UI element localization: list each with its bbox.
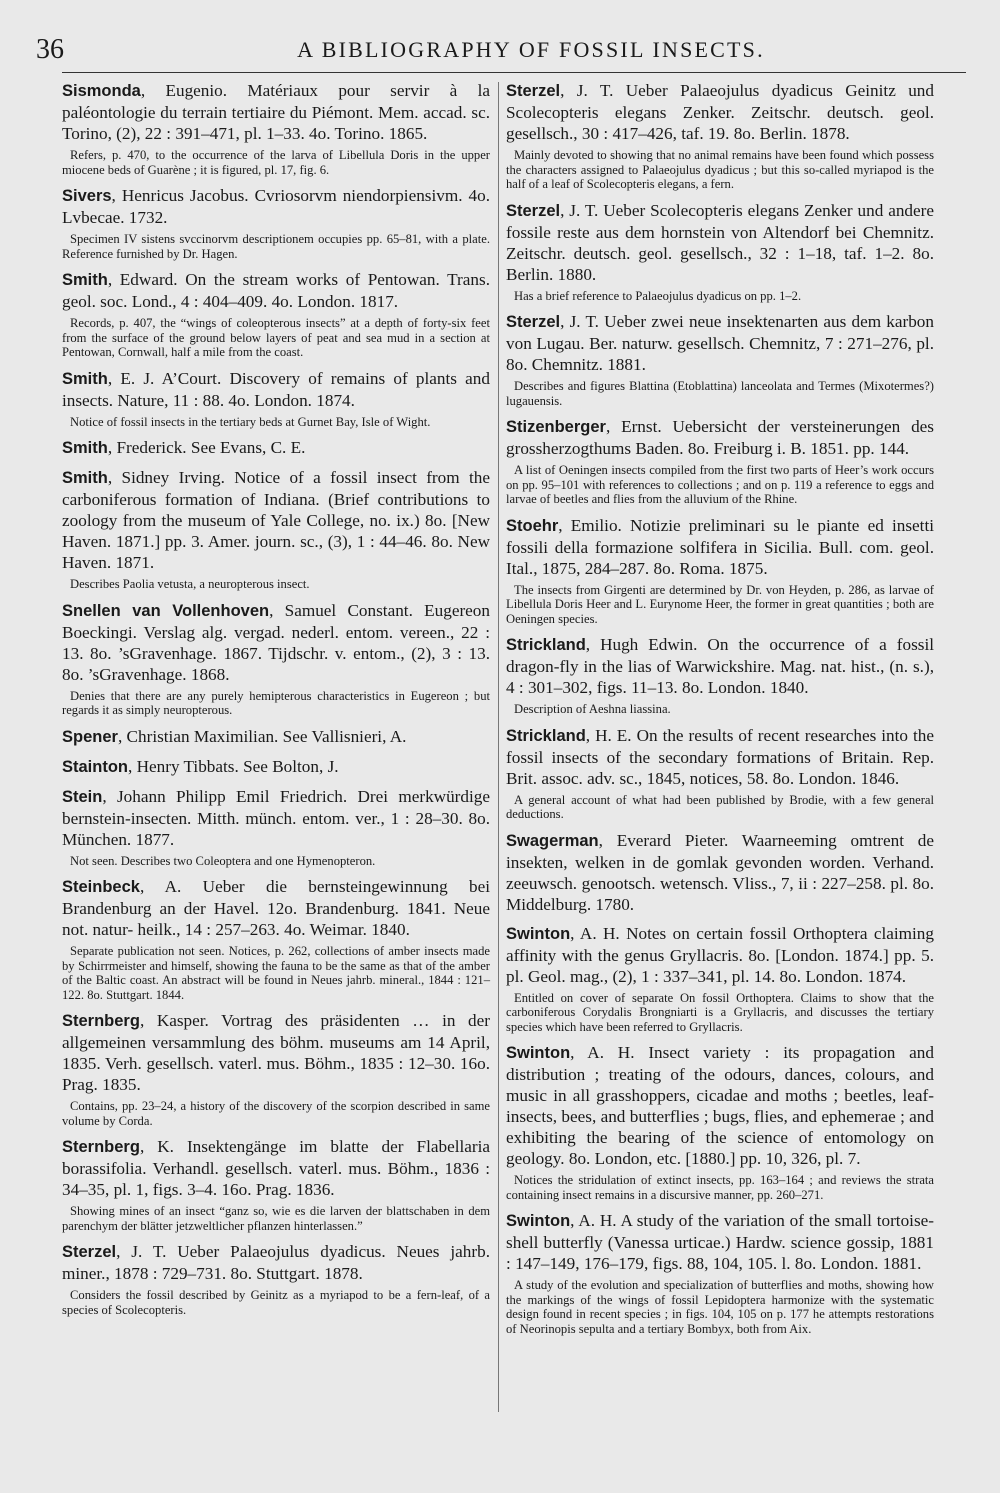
entry-annotation: Denies that there are any purely hemipterous characteristics in Eugereon ; but regards it as simply neuropterous.	[62, 688, 490, 717]
entry-citation	[62, 726, 490, 748]
entry-annotation: Refers, p. 470, to the occurrence of the larva of Libellula Doris in the upper miocene beds of Guarène ; it is figured, pl. 17, fig. 6.	[62, 148, 490, 177]
entry-citation	[506, 1042, 934, 1169]
entry-reference: , Henricus Jacobus. Cvriosorvm niendorpiensivm. 4o. Lvbecae. 1732.	[62, 186, 490, 227]
bibliography-entry	[62, 437, 490, 459]
entry-author: Sterzel	[62, 1243, 117, 1261]
entry-author: Steinbeck	[62, 878, 140, 896]
bibliography-entry	[506, 311, 934, 408]
entry-author: Sismonda	[62, 82, 141, 100]
entry-reference: , K. Insektengänge im blatte der Flabellaria borassifolia. Verhandl. gesellsch. vaterl. mus. Böhm., 1836 : 34–35, pl. 1, figs. 3–4. 16o. Prag. 1836.	[62, 1137, 490, 1199]
bibliography-entry	[506, 634, 934, 717]
entry-citation	[506, 634, 934, 698]
two-column-body	[62, 80, 970, 1473]
entry-reference: , Eugenio. Matériaux pour servir à la paléontologie du terrain tertiaire du Piémont. Mem. accad. sc. Torino, (2), 22 : 391–471, pl. 1–33. 4o. Torino. 1865.	[62, 81, 490, 143]
entry-annotation: Separate publication not seen. Notices, p. 262, collections of amber insects made by Schirrmeister and himself, showing the fauna to be the same as that of the amber of the Baltic coast. An abstract will be found in Neues jahrb. mineral., 1844 : 121–122. 8o. Stuttgart. 1844.	[62, 944, 490, 1002]
bibliography-entry	[506, 923, 934, 1035]
entry-citation	[506, 830, 934, 915]
entry-citation	[62, 786, 490, 850]
entry-author: Stein	[62, 787, 103, 806]
entry-reference: , Frederick. See Evans, C. E.	[107, 438, 306, 457]
entry-citation	[506, 725, 934, 789]
entry-citation	[62, 600, 490, 685]
entry-author: Swagerman	[506, 831, 599, 850]
entry-reference: , Edward. On the stream works of Pentowan. Trans. geol. soc. Lond., 4 : 404–409. 4o. London. 1817.	[62, 270, 490, 311]
running-header	[36, 34, 966, 74]
bibliography-entry	[62, 1136, 490, 1233]
right-column	[506, 80, 934, 1344]
entry-citation	[506, 200, 934, 285]
entry-author: Swinton	[506, 1044, 571, 1062]
entry-author: Sternberg	[62, 1012, 140, 1030]
entry-annotation: Specimen IV sistens svccinorvm descriptionem occupies pp. 65–81, with a plate. Reference furnished by Dr. Hagen.	[62, 232, 490, 261]
entry-annotation: Describes Paolia vetusta, a neuropterous insect.	[70, 577, 310, 591]
entry-reference: , J. T. Ueber zwei neue insektenarten aus dem karbon von Lugau. Ber. naturw. gesellsch. Chemnitz, 7 : 271–276, pl. 8o. Chemnitz. 1881.	[506, 312, 934, 374]
entry-citation	[506, 1210, 934, 1274]
entry-author: Strickland	[506, 726, 586, 745]
entry-citation	[506, 80, 934, 144]
entry-citation	[506, 416, 934, 459]
entry-author: Smith	[62, 369, 108, 388]
bibliography-entry	[62, 1010, 490, 1128]
bibliography-entry	[506, 1042, 934, 1202]
entry-author: Swinton	[506, 924, 571, 943]
entry-citation	[62, 185, 490, 228]
entry-annotation: A list of Oeningen insects compiled from the first two parts of Heer’s work occurs on pp. 95–101 with references to collections ; and on p. 119 a reference to eggs and larvae of beetles and flies from the alluvium of the Rhine.	[506, 463, 934, 506]
entry-author: Snellen van Vollenhoven	[62, 601, 270, 620]
entry-reference: , Kasper. Vortrag des präsidenten … in der allgemeinen versammlung des böhm. museums am 14 April, 1835. Verh. gesellsch. vaterl. mus. Böhm., 1835 : 12–30. 16o. Prag. 1835.	[62, 1011, 490, 1094]
entry-annotation: A study of the evolution and specialization of butterflies and moths, showing how the markings of the wings of fossil Lepidoptera harmonize with the systematic design found in recent species ; in figs. 104, 105 on p. 177 he attempts restorations of Neorinopis sepulta and a tertiary Bombyx, both from Aix.	[506, 1278, 934, 1336]
entry-reference: , A. H. Notes on certain fossil Orthoptera claiming affinity with the genus Gryllacris. 8o. [London. 1874.] pp. 5. pl. Geol. mag., (2), 1 : 337–341, pl. 14. 8o. London. 1874.	[506, 923, 934, 986]
entry-annotation: The insects from Girgenti are determined by Dr. von Heyden, p. 286, as larvae of Libellula Doris Heer and L. Eurynome Heer, the former in great quantities ; both are Oeningen species.	[506, 582, 934, 626]
entry-author: Swinton	[506, 1212, 571, 1230]
entry-citation	[506, 311, 934, 375]
entry-annotation: Notices the stridulation of extinct insects, pp. 163–164 ; and reviews the strata containing insect remains in a discursive manner, pp. 260–271.	[506, 1173, 934, 1202]
bibliography-entry	[506, 515, 934, 627]
entry-citation	[62, 1241, 490, 1284]
entry-citation	[62, 368, 490, 411]
entry-author: Stizenberger	[506, 418, 606, 436]
entry-reference: , Henry Tibbats. See Bolton, J.	[128, 756, 339, 776]
entry-reference: , Ernst. Uebersicht der versteinerungen des grossherzogthums Baden. 8o. Freiburg i. B. 1851. pp. 144.	[506, 417, 934, 458]
entry-annotation: Considers the fossil described by Geinitz as a myriapod to be a fern-leaf, of a species of Scolecopteris.	[62, 1288, 490, 1317]
entry-citation	[506, 923, 934, 987]
bibliography-entry	[506, 80, 934, 192]
entry-reference: , Everard Pieter. Waarneeming omtrent de insekten, welken in de gomlak gevonden worden. Verhand. zeeuwsch. genootsch. wetensch. Vliss., 7, ii : 227–258. pl. 8o. Middelburg. 1780.	[506, 830, 934, 914]
left-column	[62, 80, 490, 1325]
entry-annotation: Mainly devoted to showing that no animal remains have been found which possess the characters assigned to Palaeojulus dyadicus ; but this so-called myriapod is the half of a leaf of Scolecopteris elegans, a fern.	[506, 148, 934, 191]
entry-citation	[62, 437, 490, 459]
entry-annotation: Notice of fossil insects in the tertiary beds at Gurnet Bay, Isle of Wight.	[70, 414, 431, 429]
entry-author: Smith	[62, 271, 108, 289]
entry-reference: , Christian Maximilian. See Vallisnieri, A.	[117, 726, 407, 746]
entry-annotation: Not seen. Describes two Coleoptera and one Hymenopteron.	[70, 853, 376, 868]
entry-author: Smith	[62, 469, 108, 487]
bibliography-entry	[62, 1241, 490, 1317]
entry-author: Sternberg	[62, 1138, 140, 1156]
entry-annotation: Records, p. 407, the “wings of coleopterous insects” at a depth of forty-six feet from the surface of the ground below layers of peat and sea mud in a section at Pentowan, Cornwall, half a mile from the coast.	[62, 316, 490, 359]
entry-citation	[62, 269, 490, 312]
entry-citation	[62, 467, 490, 573]
page-number: 36	[36, 34, 64, 65]
entry-reference: , Hugh Edwin. On the occurrence of a fossil dragon-fly in the lias of Warwickshire. Mag. nat. hist., (n. s.), 4 : 301–302, figs. 11–13. 8o. London. 1840.	[506, 635, 934, 697]
entry-annotation: Description of Aeshna liassina.	[514, 702, 671, 716]
entry-reference: , Emilio. Notizie preliminari su le piante ed insetti fossili della formazione solfifera in Sicilia. Bull. com. geol. Ital., 1875, 284–287. 8o. Roma. 1875.	[506, 515, 934, 578]
entry-reference: , A. H. Insect variety : its propagation and distribution ; treating of the odours, dances, colours, and music in all grasshoppers, cicadae and moths ; beetles, leaf-insects, bees, and butterflies ; bugs, flies, and ephemerae ; and exhibiting the bearing of the science of entomology on geology. 8o. London, etc. [1880.] pp. 10, 326, pl. 7.	[506, 1043, 934, 1168]
bibliography-entry	[62, 726, 490, 748]
entry-author: Strickland	[506, 636, 586, 654]
bibliography-entry	[506, 830, 934, 915]
running-title: A BIBLIOGRAPHY OF FOSSIL INSECTS.	[297, 37, 765, 62]
entry-annotation: Has a brief reference to Palaeojulus dyadicus on pp. 1–2.	[514, 288, 802, 303]
entry-author: Stainton	[62, 757, 128, 776]
bibliography-entry	[62, 756, 490, 778]
entry-annotation: Contains, pp. 23–24, a history of the discovery of the scorpion described in same volume by Corda.	[62, 1099, 490, 1128]
entry-reference: , J. T. Ueber Scolecopteris elegans Zenker und andere fossile reste aus dem hornstein von Altendorf bei Chemnitz. Zeitschr. deutsch. geol. gesellsch., 32 : 1–18, taf. 1–2. 8o. Berlin. 1880.	[506, 200, 934, 284]
entry-author: Spener	[62, 727, 118, 746]
bibliography-entry	[506, 416, 934, 507]
entry-reference: , J. T. Ueber Palaeojulus dyadicus. Neues jahrb. miner., 1878 : 729–731. 8o. Stuttgart. 1878.	[62, 1242, 490, 1283]
entry-citation	[62, 1010, 490, 1095]
entry-author: Smith	[62, 439, 108, 457]
entry-author: Stoehr	[506, 516, 559, 535]
bibliography-entry	[62, 786, 490, 869]
entry-reference: , J. T. Ueber Palaeojulus dyadicus Geinitz und Scolecopteris elegans Zenker. Zeitschr. deutsch. geol. gesellsch., 30 : 417–426, taf. 19. 8o. Berlin. 1878.	[506, 81, 934, 143]
entry-author: Sivers	[62, 187, 112, 205]
entry-citation	[62, 876, 490, 940]
entry-reference: , Sidney Irving. Notice of a fossil insect from the carboniferous formation of Indiana. (Brief contributions to zoology from the museum of Yale College, no. ix.) 8o. [New Haven. 1871.] pp. 3. Amer. journ. sc., (3), 1 : 44–46. 8o. New Haven. 1871.	[62, 468, 490, 572]
entry-author: Sterzel	[506, 201, 561, 220]
column-divider	[498, 82, 499, 1412]
bibliography-entry	[62, 80, 490, 177]
bibliography-entry	[62, 368, 490, 430]
entry-author: Sterzel	[506, 313, 561, 331]
bibliography-entry	[506, 1210, 934, 1336]
entry-reference: , A. H. A study of the variation of the small tortoise-shell butterfly (Vanessa urticae.) Hardw. science gossip, 1881 : 147–149, 176–179, figs. 88, 104, 105. l. 8o. London. 1881.	[506, 1211, 934, 1273]
entry-citation	[62, 1136, 490, 1200]
entry-annotation: Entitled on cover of separate On fossil Orthoptera. Claims to show that the carboniferous Corydalis Brongniarti is a Gryllacris, and discusses the tertiary species which have been referred to Gryllacris.	[506, 990, 934, 1034]
entry-reference: , H. E. On the results of recent researches into the fossil insects of the secondary formations of Britain. Rep. Brit. assoc. adv. sc., 1845, notices, 58. 8o. London. 1846.	[506, 725, 934, 788]
bibliography-entry	[62, 600, 490, 718]
entry-annotation: Describes and figures Blattina (Etoblattina) lanceolata and Termes (Mixotermes?) lugauensis.	[506, 379, 934, 408]
header-rule	[62, 72, 966, 73]
bibliography-entry	[62, 467, 490, 592]
bibliography-entry	[62, 185, 490, 261]
entry-reference: , E. J. A’Court. Discovery of remains of plants and insects. Nature, 11 : 88. 4o. London. 1874.	[62, 368, 490, 410]
entry-reference: , A. Ueber die bernsteingewinnung bei Brandenburg an der Havel. 12o. Brandenburg. 1841. Neue not. natur- heilk., 14 : 257–263. 4o. Weimar. 1840.	[62, 877, 490, 939]
entry-citation	[62, 756, 490, 778]
bibliography-entry	[506, 725, 934, 822]
bibliography-entry	[506, 200, 934, 304]
entry-annotation: Showing mines of an insect “ganz so, wie es die larven der blattschaben in dem parenchym der blätter jetzweltlicher pflanzen hinterlassen.”	[62, 1204, 490, 1233]
entry-citation	[506, 515, 934, 579]
bibliography-entry	[62, 876, 490, 1002]
entry-author: Sterzel	[506, 82, 561, 100]
entry-reference: , Samuel Constant. Eugereon Boeckingi. Verslag alg. vergad. nederl. entom. vereen., 22 : 13. 8o. ’sGravenhage. 1867. Tijdschr. v. entom., (2), 3 : 13. 8o. ’sGravenhage. 1868.	[62, 600, 490, 684]
entry-annotation: A general account of what had been published by Brodie, with a few general deductions.	[506, 792, 934, 821]
entry-reference: , Johann Philipp Emil Friedrich. Drei merkwürdige bernstein-insecten. Mitth. münch. entom. ver., 1 : 28–30. 8o. München. 1877.	[62, 786, 490, 849]
bibliography-entry	[62, 269, 490, 360]
entry-citation	[62, 80, 490, 144]
